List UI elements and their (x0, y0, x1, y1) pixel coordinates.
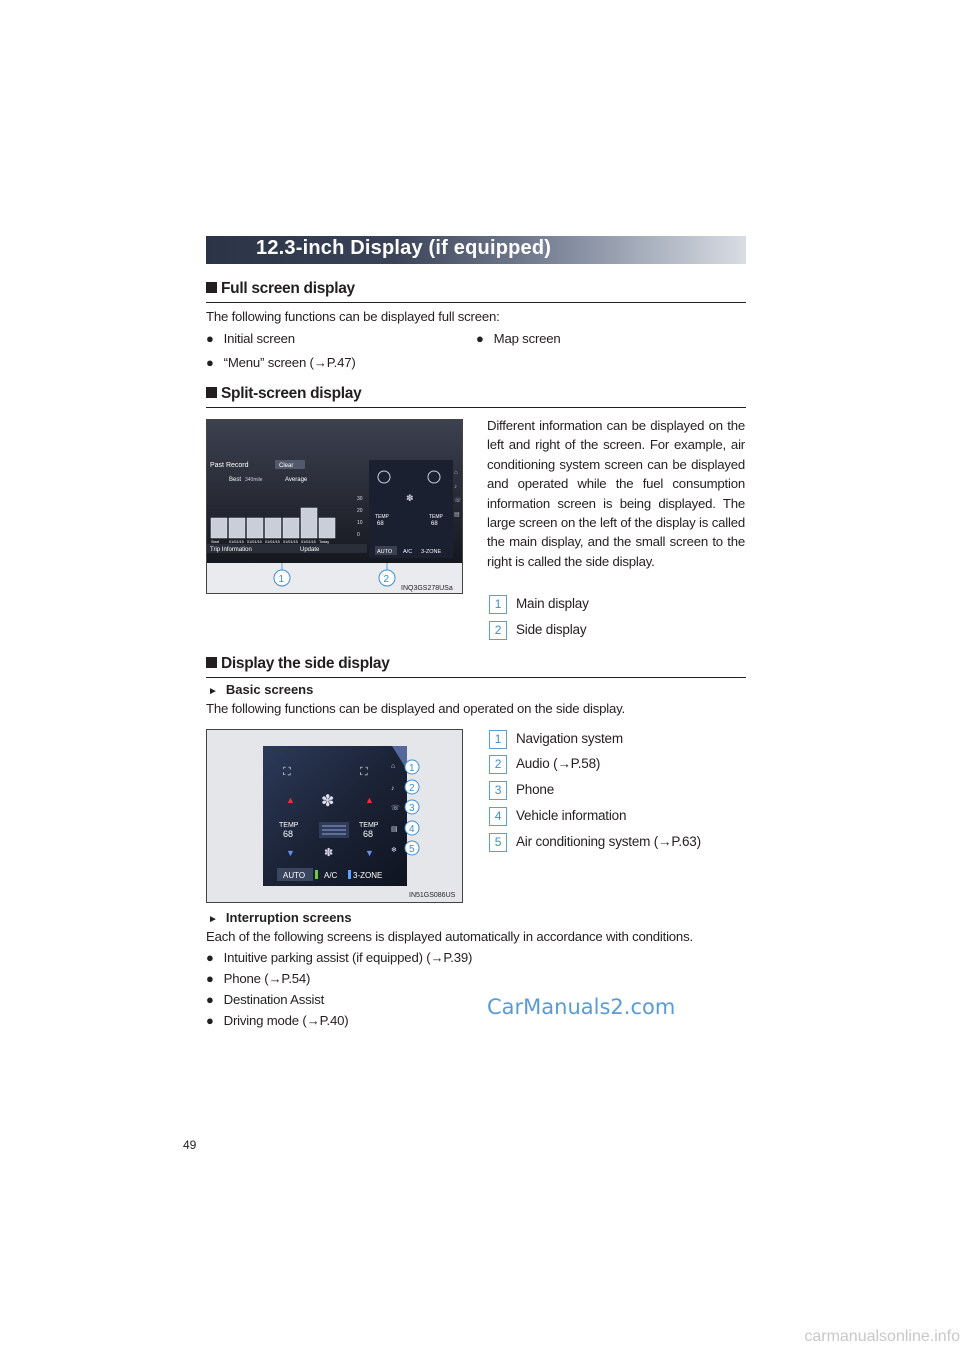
x-tick-label: 01/01/15 (283, 540, 298, 544)
svg-text:A/C: A/C (403, 549, 413, 555)
airflow-driver-icon: ⛶ (283, 766, 291, 778)
bar (265, 518, 281, 538)
navigation-icon: ⌂ (391, 763, 396, 770)
best-value: 340mile (245, 477, 263, 483)
side-display-illustration (207, 730, 462, 902)
average-label: Average (285, 477, 308, 483)
temp-up-right-icon: ▲ (365, 795, 374, 805)
temp-down-left-icon: ▼ (286, 848, 295, 858)
bullet-initial-screen: ● Initial screen (206, 331, 295, 346)
basic-intro: The following functions can be displayed and operated on the side display. (206, 701, 625, 716)
y-tick-label: 0 (357, 532, 360, 538)
x-tick-label: 01/01/15 (265, 540, 280, 544)
svg-text:✽: ✽ (406, 493, 414, 503)
x-tick-label: 01/01/15 (229, 540, 244, 544)
airflow-passenger-icon: ⛶ (360, 766, 368, 778)
fan-low-icon: ✽ (324, 847, 334, 859)
bullet-phone: ● Phone (→P.54) (206, 971, 310, 986)
best-label: Best (229, 477, 242, 483)
auto-button: AUTO (283, 871, 306, 880)
bullet-parking-assist: ● Intuitive parking assist (if equipped) (→P.39) (206, 950, 472, 965)
y-tick-label: 30 (357, 496, 363, 502)
bullet-destination-assist: ● Destination Assist (206, 992, 324, 1007)
bar (301, 508, 317, 538)
bar (229, 518, 245, 538)
svg-text:TEMP: TEMP (359, 822, 379, 829)
svg-text:68: 68 (363, 829, 374, 839)
bullet-driving-mode: ● Driving mode (→P.40) (206, 1013, 348, 1028)
svg-text:⌂: ⌂ (454, 470, 458, 476)
square-icon (206, 387, 217, 398)
svg-text:2: 2 (383, 574, 390, 585)
split-paragraph: Different information can be displayed on the left and right of the screen. For example, air conditioning system screen can be displayed and operated while the fuel consumption information screen is being displayed. The large screen on the left of the display is called the main display, and the small screen to the right is called the side display. (487, 418, 745, 569)
clear-button: Clear (279, 463, 294, 469)
watermark-text: CarManuals2.com (487, 995, 676, 1019)
svg-text:☏: ☏ (454, 498, 462, 504)
square-icon (206, 282, 217, 293)
bar (319, 518, 335, 538)
split-screen-image (206, 419, 463, 594)
split-screen-illustration (207, 420, 462, 593)
phone-icon: ☏ (391, 805, 400, 812)
update-button: Update (300, 547, 320, 553)
bullet-map-screen: ● Map screen (476, 331, 561, 346)
bar (283, 518, 299, 538)
subheading-interruption-screens: ► Interruption screens (200, 910, 352, 925)
x-tick-label: Today (319, 540, 330, 544)
list-item-main-display: 1 Main display (489, 595, 589, 614)
svg-text:68: 68 (377, 521, 384, 527)
section-title: 12.3-inch Display (if equipped) (256, 237, 552, 259)
list-item-air-conditioning: 5 Air conditioning system (→P.63) (489, 833, 701, 852)
svg-text:♪: ♪ (454, 484, 457, 490)
heading-side-display: Display the side display (206, 655, 746, 678)
temp-up-left-icon: ▲ (286, 795, 295, 805)
svg-text:3-ZONE: 3-ZONE (421, 549, 442, 555)
svg-text:1: 1 (278, 574, 285, 585)
y-tick-label: 20 (357, 508, 363, 514)
svg-text:68: 68 (283, 829, 294, 839)
ac-button: A/C (324, 871, 338, 880)
temp-down-right-icon: ▼ (365, 848, 374, 858)
svg-text:▤: ▤ (454, 512, 460, 518)
image-caption: IN51GS086US (409, 892, 456, 899)
trip-info-label: Trip Information (210, 547, 252, 553)
list-item-side-display: 2 Side display (489, 621, 586, 640)
page-number: 49 (183, 1138, 197, 1152)
callout-number: 2 (409, 783, 415, 794)
svg-text:TEMP: TEMP (429, 514, 443, 520)
x-tick-label: Start (211, 540, 220, 544)
past-record-label: Past Record (210, 462, 249, 469)
list-item-audio: 2 Audio (→P.58) (489, 755, 600, 774)
callout-number: 5 (409, 844, 415, 855)
svg-text:TEMP: TEMP (375, 514, 389, 520)
list-item-phone: 3 Phone (489, 781, 554, 800)
y-tick-label: 10 (357, 520, 363, 526)
x-tick-label: 01/01/15 (301, 540, 316, 544)
svg-text:68: 68 (431, 521, 438, 527)
callout-number: 3 (409, 803, 415, 814)
list-item-navigation: 1 Navigation system (489, 730, 623, 749)
subheading-basic-screens: ► Basic screens (200, 682, 313, 697)
svg-text:AUTO: AUTO (377, 549, 393, 555)
side-display-image (206, 729, 463, 903)
callout-number: 1 (409, 763, 415, 774)
image-caption: INQ3GS278USa (401, 585, 453, 592)
audio-icon: ♪ (391, 785, 395, 792)
svg-text:TEMP: TEMP (279, 822, 299, 829)
zone-button: 3-ZONE (353, 871, 383, 880)
square-icon (206, 657, 217, 668)
bar (211, 518, 227, 538)
interrupt-intro: Each of the following screens is displayed automatically in accordance with conditions. (206, 929, 693, 944)
full-intro: The following functions can be displayed full screen: (206, 309, 500, 324)
heading-full-screen: Full screen display (206, 280, 746, 303)
footer-watermark: carmanualsonline.info (804, 1328, 960, 1345)
list-item-vehicle-info: 4 Vehicle information (489, 807, 626, 826)
fan-icon: ✽ (321, 793, 335, 810)
air-conditioning-icon: ❄ (391, 847, 397, 854)
vehicle-info-icon: ▤ (391, 826, 398, 833)
heading-split-screen: Split-screen display (206, 385, 746, 408)
bar (247, 518, 263, 538)
bullet-menu-screen: ● “Menu” screen (→P.47) (206, 355, 356, 370)
callout-number: 4 (409, 824, 415, 835)
x-tick-label: 01/01/15 (247, 540, 262, 544)
